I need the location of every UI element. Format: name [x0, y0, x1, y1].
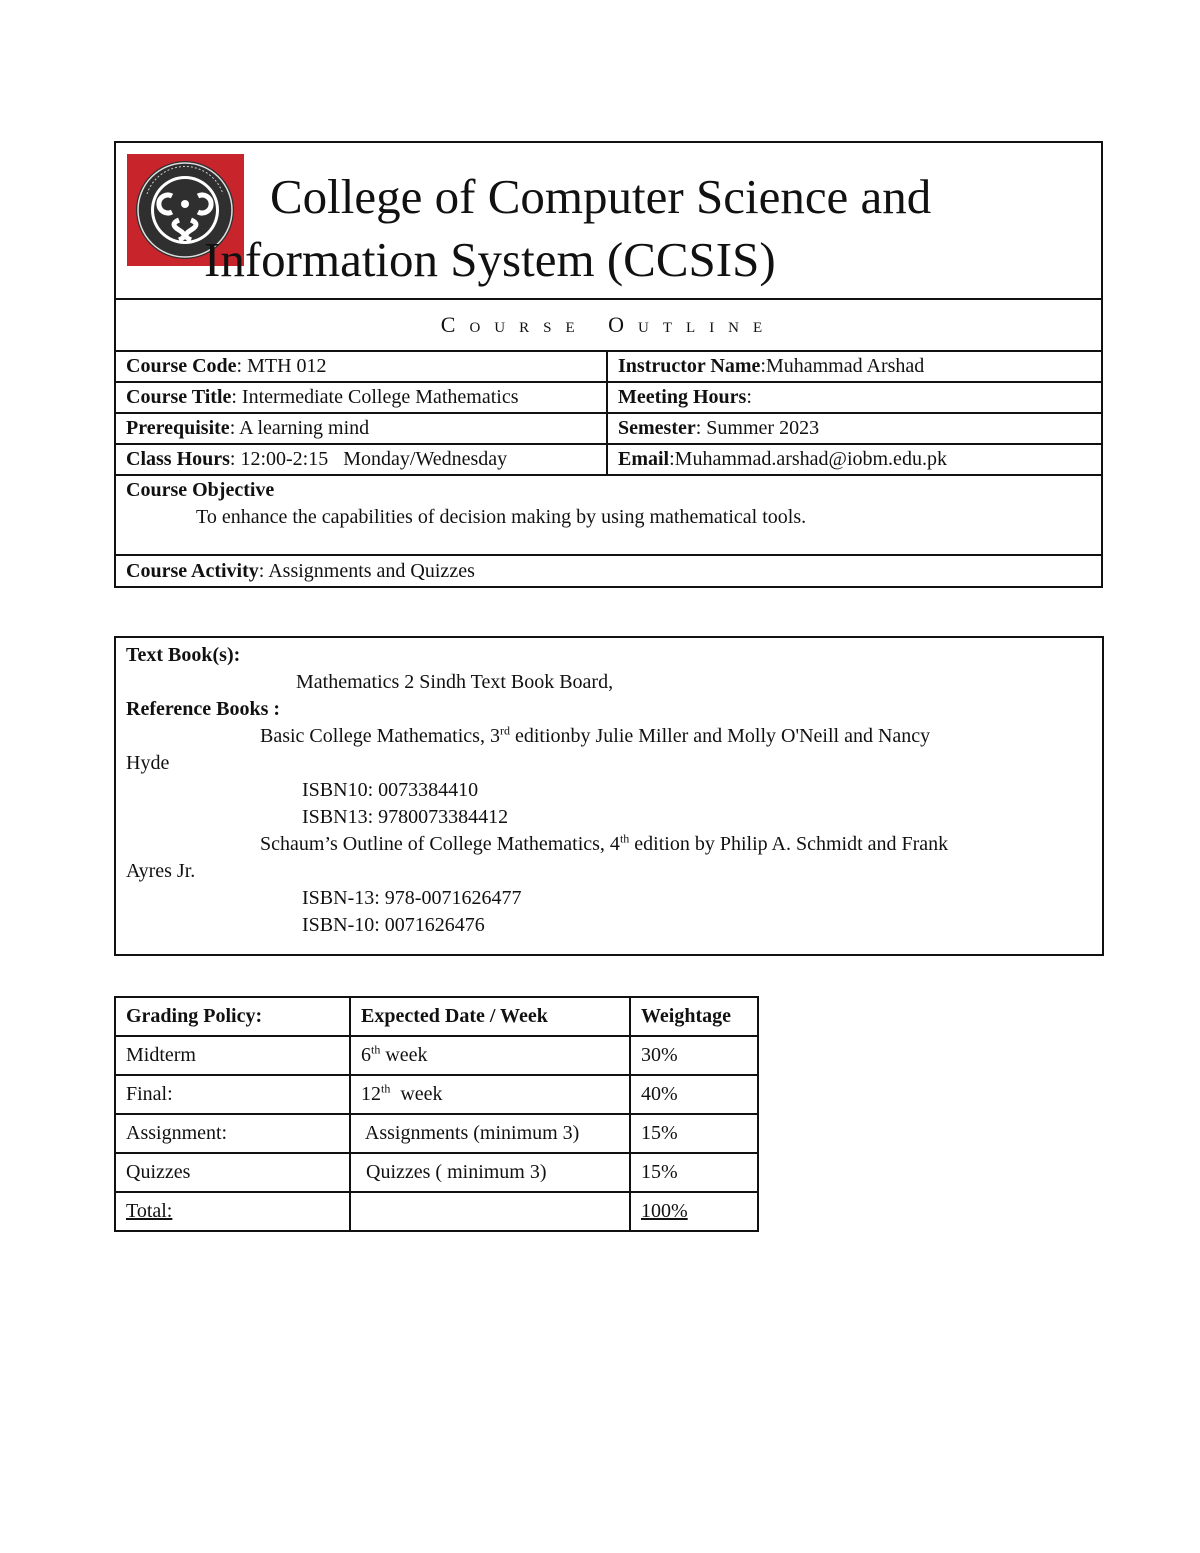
course-title-label: Course Title — [126, 386, 232, 408]
reference-book-2-cont: Ayres Jr. — [126, 860, 196, 882]
header-cell — [115, 142, 1102, 299]
course-title-value: : Intermediate College Mathematics — [231, 386, 519, 408]
course-outline-heading-cell — [115, 299, 1102, 351]
prerequisite-label: Prerequisite — [126, 417, 230, 439]
grading-date — [350, 1075, 630, 1114]
reference-book-2-title: Schaum’s Outline of College Mathematics, 4 — [260, 833, 620, 855]
grading-date-sup: th — [381, 1081, 391, 1096]
email-label: Email — [618, 448, 670, 470]
total-weight: 100% — [641, 1200, 688, 1222]
grading-total-row — [115, 1192, 758, 1231]
course-outline-table — [114, 141, 1103, 588]
grading-item: Final: — [115, 1075, 350, 1114]
prerequisite-value: : A learning mind — [229, 417, 370, 439]
text-book-title: Mathematics 2 Sindh Text Book Board, — [296, 671, 614, 693]
grading-date-sup: th — [371, 1042, 381, 1057]
reference-book-2-authors: edition by Philip A. Schmidt and Frank — [629, 833, 949, 855]
prerequisite-cell — [115, 413, 607, 444]
grading-policy-header: Grading Policy: — [126, 1005, 263, 1027]
course-code-label: Course Code — [126, 355, 237, 377]
course-activity-cell — [115, 555, 1102, 587]
grading-date-post: week — [380, 1044, 428, 1066]
grading-date-num: 12 — [361, 1083, 381, 1105]
meeting-hours-cell — [607, 382, 1102, 413]
semester-label: Semester — [618, 417, 696, 439]
reference-book-2-isbn10: ISBN-10: 0071626476 — [302, 914, 485, 936]
table-row — [115, 1114, 758, 1153]
total-label: Total: — [126, 1200, 173, 1222]
reference-book-2-isbn13: ISBN-13: 978-0071626477 — [302, 887, 522, 909]
reference-book-1-isbn10: ISBN10: 0073384410 — [302, 779, 479, 801]
expected-date-header: Expected Date / Week — [361, 1005, 548, 1027]
total-empty-cell — [350, 1192, 630, 1231]
meeting-hours-value: : — [746, 386, 752, 408]
course-code-cell — [115, 351, 607, 382]
reference-book-2 — [126, 831, 1092, 858]
instructor-cell — [607, 351, 1102, 382]
text-books-label: Text Book(s): — [126, 644, 241, 666]
instructor-value: :Muhammad Arshad — [760, 355, 925, 377]
grading-date: Quizzes ( minimum 3) — [350, 1153, 630, 1192]
class-hours-label: Class Hours — [126, 448, 230, 470]
course-title-cell — [115, 382, 607, 413]
semester-cell — [607, 413, 1102, 444]
email-value[interactable]: :Muhammad.arshad@iobm.edu.pk — [669, 448, 947, 470]
grading-item: Quizzes — [115, 1153, 350, 1192]
books-box — [114, 636, 1104, 956]
table-row — [115, 1075, 758, 1114]
course-objective-text: To enhance the capabilities of decision making by using mathematical tools. — [196, 506, 807, 528]
course-code-value: : MTH 012 — [236, 355, 327, 377]
table-row — [115, 1153, 758, 1192]
semester-value: : Summer 2023 — [695, 417, 820, 439]
course-outline-heading: Course Outline — [440, 312, 777, 337]
email-cell — [607, 444, 1102, 475]
grading-weight: 15% — [630, 1114, 758, 1153]
grading-date: Assignments (minimum 3) — [350, 1114, 630, 1153]
reference-books-label: Reference Books : — [126, 698, 281, 720]
reference-book-1-edition-sup: rd — [499, 723, 510, 738]
reference-book-1-authors: editionby Julie Miller and Molly O'Neill and Nancy — [509, 725, 931, 747]
class-hours-cell — [115, 444, 607, 475]
reference-book-1 — [126, 723, 1092, 750]
grading-table — [114, 996, 759, 1232]
grading-weight: 40% — [630, 1075, 758, 1114]
course-objective-cell — [115, 475, 1102, 555]
reference-book-1-isbn13: ISBN13: 9780073384412 — [302, 806, 509, 828]
table-row — [115, 1036, 758, 1075]
reference-book-1-cont: Hyde — [126, 752, 170, 774]
weightage-header: Weightage — [641, 1005, 731, 1027]
course-activity-label: Course Activity — [126, 560, 259, 582]
page-title: College of Computer Science and Information System (CCSIS) — [204, 169, 932, 287]
course-objective-label: Course Objective — [126, 479, 275, 501]
grading-item: Assignment: — [115, 1114, 350, 1153]
grading-header-row — [115, 997, 758, 1036]
grading-date-post: week — [390, 1083, 443, 1105]
instructor-label: Instructor Name — [618, 355, 761, 377]
grading-weight: 15% — [630, 1153, 758, 1192]
grading-date — [350, 1036, 630, 1075]
reference-book-2-edition-sup: th — [619, 831, 630, 846]
meeting-hours-label: Meeting Hours — [618, 386, 747, 408]
grading-item: Midterm — [115, 1036, 350, 1075]
grading-weight: 30% — [630, 1036, 758, 1075]
course-activity-value: : Assignments and Quizzes — [258, 560, 475, 582]
class-hours-value: : 12:00-2:15 Monday/Wednesday — [229, 448, 508, 470]
reference-book-1-title: Basic College Mathematics, 3 — [260, 725, 500, 747]
grading-date-num: 6 — [361, 1044, 371, 1066]
